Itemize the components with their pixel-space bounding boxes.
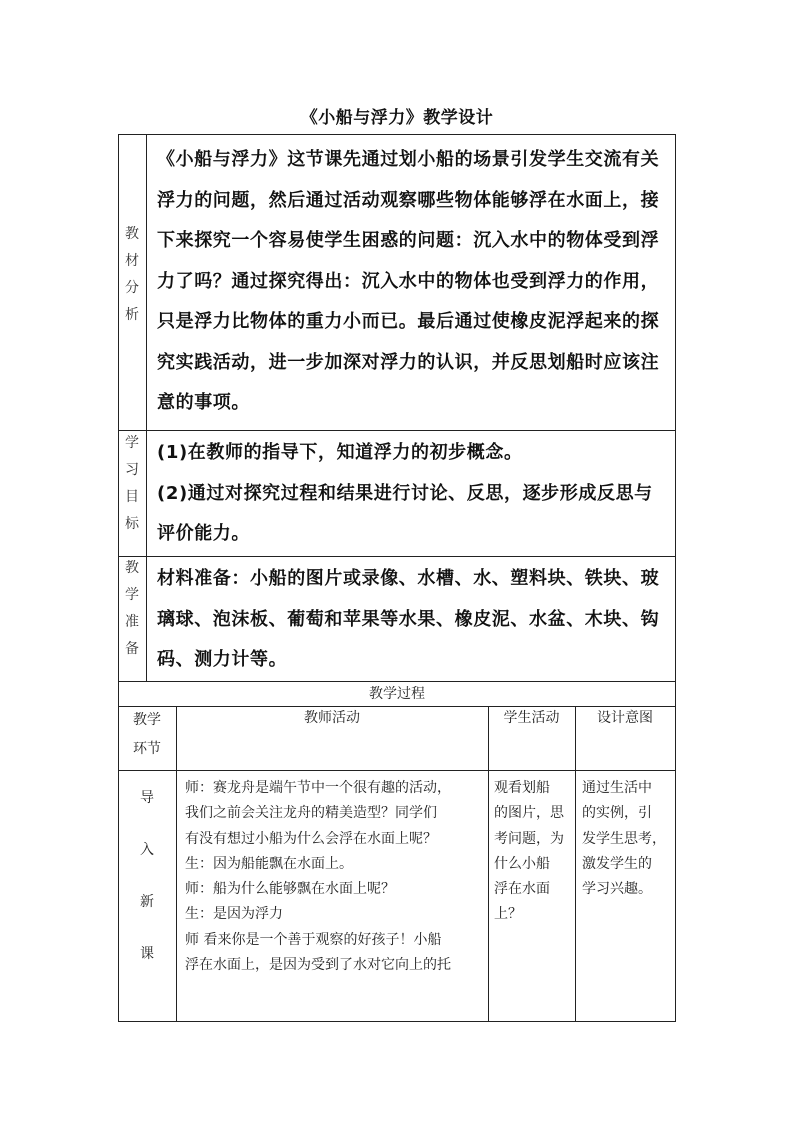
table-border-bottom xyxy=(118,1021,676,1022)
teacher-line: 生：是因为浮力 xyxy=(185,906,283,923)
teacher-line: 生：因为船能飘在水面上。 xyxy=(185,855,353,872)
learning-goals xyxy=(157,433,669,555)
teaching-prep-text: 材料准备：小船的图片或录像、水槽、水、塑料块、铁块、玻璃球、泡沫板、葡萄和苹果等水果、橡皮泥、水盆、木块、钩码、测力计等。 xyxy=(157,568,660,670)
table-divider xyxy=(146,134,147,681)
stage-label: 导 入 新 课 xyxy=(140,790,154,962)
teacher-line: 师：赛龙舟是端午节中一个很有趣的活动， xyxy=(185,780,451,796)
teacher-line: 师：船为什么能够飘在水面上呢？ xyxy=(185,881,395,898)
column-header-teacher: 教师活动 xyxy=(304,710,360,726)
process-heading: 教学过程 xyxy=(369,686,425,702)
table-divider xyxy=(575,706,576,1022)
column-header-student: 学生活动 xyxy=(503,710,560,726)
table-divider xyxy=(118,556,676,557)
teacher-activity xyxy=(185,776,485,978)
column-header-intent: 设计意图 xyxy=(597,710,653,726)
document-title: 《小船与浮力》教学设计 xyxy=(300,108,494,128)
teacher-line: 浮在水面上，是因为受到了水对它向上的托 xyxy=(185,957,451,974)
column-header-stage: 教学环节 xyxy=(133,712,161,757)
material-analysis-text: 《小船与浮力》这节课先通过划小船的场景引发学生交流有关浮力的问题，然后通过活动观察哪些物体能够浮在水面上，接下来探究一个容易使学生困惑的问题：沉入水中的物体受到浮力了吗？通过探究得出：沉入水中的物体也受到浮力的作用，只是浮力比物体的重力小而已。最后通过使橡皮泥浮起来的探究实践活动，进一步加深对浮力的认识，并反思划船时应该注意的事项。 xyxy=(157,149,660,413)
goal-item: (1)在教师的指导下，知道浮力的初步概念。 xyxy=(157,442,523,463)
table-border-top xyxy=(118,134,676,135)
table-divider xyxy=(118,770,676,771)
section-label-prep: 教 学 准 备 xyxy=(125,560,139,657)
table-divider xyxy=(488,706,489,1022)
table-border-right xyxy=(675,134,676,1022)
section-label-goals: 学 习 目 标 xyxy=(125,435,139,532)
table-divider xyxy=(118,430,676,431)
design-intent: 通过生活中 的实例，引 发学生思考， 激发学生的 学习兴趣。 xyxy=(582,780,666,898)
teacher-line: 我们之前会关注龙舟的精美造型？同学们 xyxy=(185,805,437,822)
teacher-line: 师 看来你是一个善于观察的好孩子！小船 xyxy=(185,931,442,948)
goal-item: (2)通过对探究过程和结果进行讨论、反思，逐步形成反思与评价能力。 xyxy=(157,482,653,544)
teacher-line: 有没有想过小船为什么会浮在水面上呢？ xyxy=(185,830,437,847)
table-divider xyxy=(176,706,177,1022)
student-activity: 观看划船 的图片，思 考问题，为 什么小船 浮在水面 上？ xyxy=(494,780,564,923)
section-label-material: 教 材 分 析 xyxy=(125,226,139,323)
